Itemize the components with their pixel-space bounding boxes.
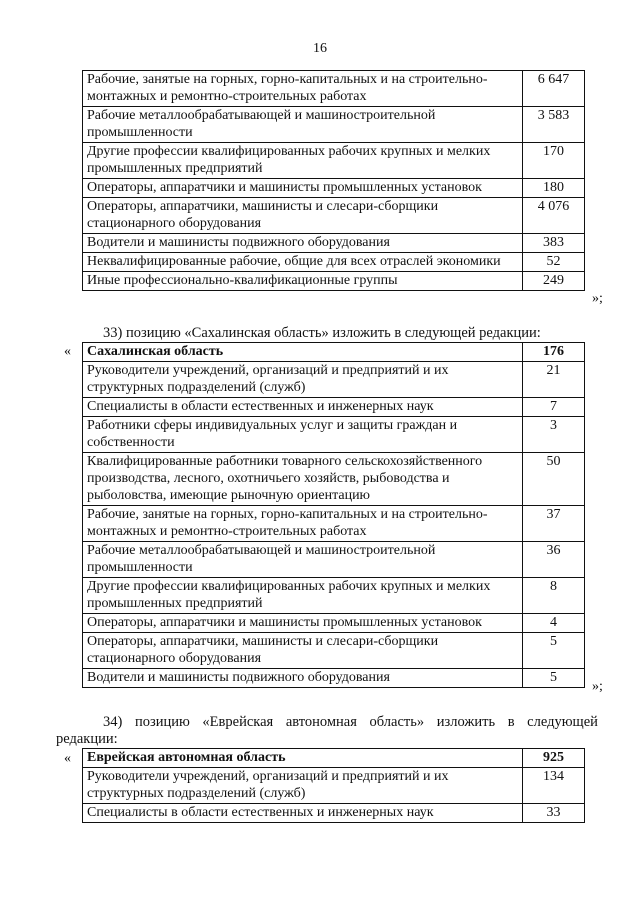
occupation-name-cell: Операторы, аппаратчики, машинисты и слесари-сборщики стационарного оборудования (83, 198, 523, 234)
occupation-name-cell: Руководители учреждений, организаций и предприятий и их структурных подразделений (служб) (83, 362, 523, 398)
table-row (83, 107, 585, 143)
occupation-name-cell: Операторы, аппаратчики и машинисты промышленных установок (83, 179, 523, 198)
occupation-count-cell: 37 (523, 506, 585, 542)
paragraph-33: 33) позицию «Сахалинская область» изложить в следующей редакции: (103, 325, 541, 341)
occupation-count-cell: 21 (523, 362, 585, 398)
table-row (83, 272, 585, 291)
table-row (83, 398, 585, 417)
occupation-count-cell: 5 (523, 669, 585, 688)
occupation-name-cell: Специалисты в области естественных и инженерных наук (83, 804, 523, 823)
occupation-count-cell: 3 583 (523, 107, 585, 143)
occupation-name-cell: Иные профессионально-квалификационные группы (83, 272, 523, 291)
occupation-count-cell: 52 (523, 253, 585, 272)
occupation-count-cell: 6 647 (523, 71, 585, 107)
table-row (83, 362, 585, 398)
occupation-name-cell: Работники сферы индивидуальных услуг и защиты граждан и собственности (83, 417, 523, 453)
occupation-name-cell: Другие профессии квалифицированных рабочих крупных и мелких промышленных предприятий (83, 578, 523, 614)
table-header-row (83, 343, 585, 362)
closing-quote-1: »; (592, 291, 603, 306)
occupation-name-cell: Специалисты в области естественных и инженерных наук (83, 398, 523, 417)
occupation-count-cell: 134 (523, 768, 585, 804)
table-row (83, 768, 585, 804)
occupation-count-cell: 249 (523, 272, 585, 291)
occupation-name-cell: Рабочие металлообрабатывающей и машиностроительной промышленности (83, 542, 523, 578)
table-row (83, 253, 585, 272)
occupation-name-cell: Операторы, аппаратчики, машинисты и слесари-сборщики стационарного оборудования (83, 633, 523, 669)
occupation-count-cell: 4 (523, 614, 585, 633)
occupation-count-cell: 5 (523, 633, 585, 669)
occupation-count-cell: 8 (523, 578, 585, 614)
table-row (83, 179, 585, 198)
paragraph-34-line2: редакции: (56, 731, 118, 747)
occupation-name-cell: Квалифицированные работники товарного сельскохозяйственного производства, лесного, охотничьего хозяйств, рыбоводства и рыболовства, имеющие рыночную ориентацию (83, 453, 523, 506)
occupation-count-cell: 383 (523, 234, 585, 253)
paragraph-34-line1: 34) позицию «Еврейская автономная область» изложить в следующей (103, 714, 598, 730)
occupation-count-cell: 50 (523, 453, 585, 506)
table-row (83, 633, 585, 669)
occupation-count-cell: 4 076 (523, 198, 585, 234)
occupation-name-cell: Рабочие, занятые на горных, горно-капитальных и на строительно-монтажных и ремонтно-строительных работах (83, 71, 523, 107)
closing-quote-2: »; (592, 679, 603, 694)
table-row (83, 198, 585, 234)
table-row (83, 614, 585, 633)
table-header-row (83, 749, 585, 768)
occupation-name-cell: Неквалифицированные рабочие, общие для всех отраслей экономики (83, 253, 523, 272)
occupation-name-cell: Рабочие металлообрабатывающей и машиностроительной промышленности (83, 107, 523, 143)
table-row (83, 506, 585, 542)
occupation-count-cell: 36 (523, 542, 585, 578)
table-row (83, 71, 585, 107)
occupation-name-cell: Рабочие, занятые на горных, горно-капитальных и на строительно-монтажных и ремонтно-строительных работах (83, 506, 523, 542)
page-number: 16 (313, 41, 327, 56)
jewish-autonomous-region-table (82, 748, 585, 823)
table-row (83, 542, 585, 578)
region-name-cell: Еврейская автономная область (83, 749, 523, 768)
occupation-count-cell: 3 (523, 417, 585, 453)
table-row (83, 143, 585, 179)
table-row (83, 417, 585, 453)
table-row (83, 578, 585, 614)
occupation-name-cell: Руководители учреждений, организаций и предприятий и их структурных подразделений (служб) (83, 768, 523, 804)
occupation-name-cell: Водители и машинисты подвижного оборудования (83, 669, 523, 688)
occupation-count-cell: 180 (523, 179, 585, 198)
occupation-name-cell: Водители и машинисты подвижного оборудования (83, 234, 523, 253)
table-row (83, 804, 585, 823)
occupation-name-cell: Операторы, аппаратчики и машинисты промышленных установок (83, 614, 523, 633)
occupation-count-cell: 7 (523, 398, 585, 417)
table-row (83, 234, 585, 253)
region-name-cell: Сахалинская область (83, 343, 523, 362)
region-total-cell: 176 (523, 343, 585, 362)
sakhalin-region-table (82, 342, 585, 688)
table-row (83, 669, 585, 688)
opening-quote-2: « (64, 344, 71, 359)
occupation-count-cell: 33 (523, 804, 585, 823)
occupations-table-1 (82, 70, 585, 291)
table-row (83, 453, 585, 506)
opening-quote-3: « (64, 751, 71, 766)
region-total-cell: 925 (523, 749, 585, 768)
occupation-name-cell: Другие профессии квалифицированных рабочих крупных и мелких промышленных предприятий (83, 143, 523, 179)
occupation-count-cell: 170 (523, 143, 585, 179)
